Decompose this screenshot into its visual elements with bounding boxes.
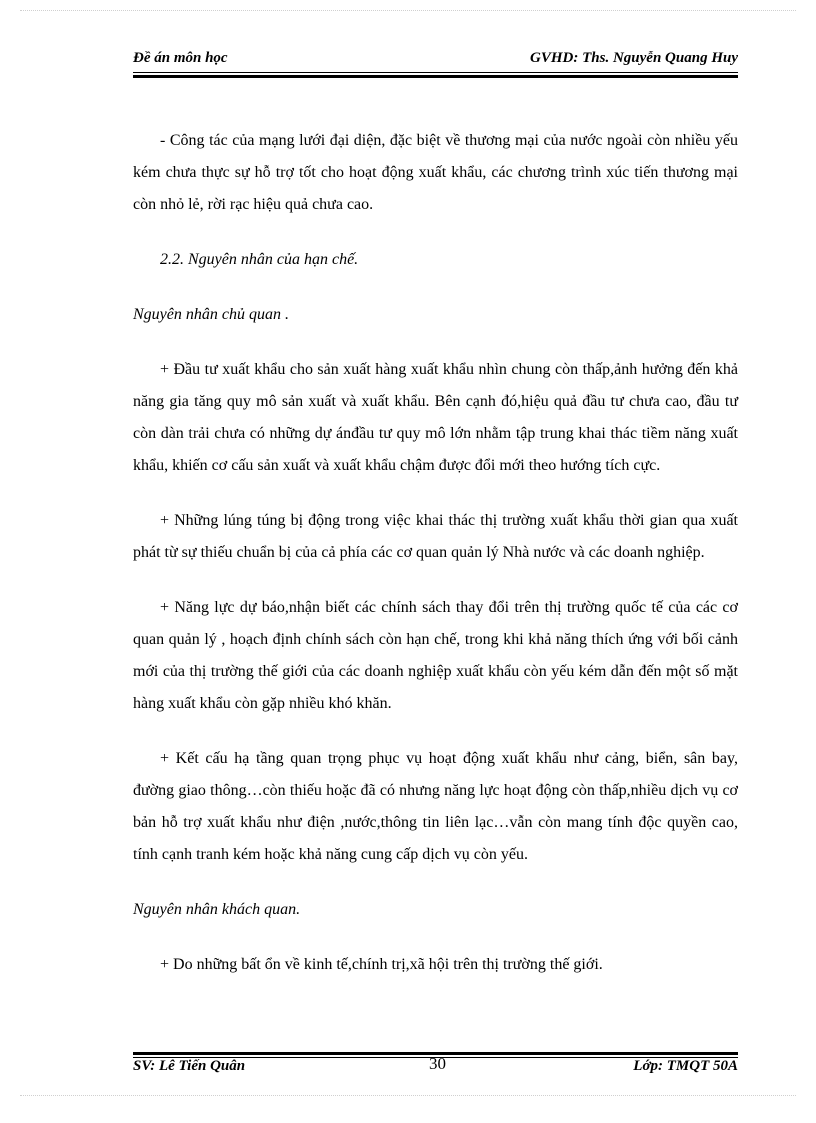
paragraph-export-investment: + Đầu tư xuất khẩu cho sản xuất hàng xuất khẩu nhìn chung còn thấp,ảnh hưởng đến khả năng gia tăng quy mô sản xuất và xuất khẩu. Bên cạnh đó,hiệu quả đầu tư chưa cao, đầu tư còn dàn trải chưa có những dự ánđầu tư quy mô lớn nhằm tập trung khai thác tiềm năng xuất khẩu, khiến cơ cấu sản xuất và xuất khẩu chậm được đổi mới theo hướng tích cực. (133, 361, 738, 474)
header-rule-thick (133, 75, 738, 78)
subheading-objective-causes: Nguyên nhân khách quan. (133, 901, 301, 918)
paragraph-forecast-capacity: + Năng lực dự báo,nhận biết các chính sách thay đổi trên thị trường quốc tế của các cơ quan quản lý , hoạch định chính sách còn hạn chế, trong khi khả năng thích ứng với bối cảnh mới của thị trường thế giới của các doanh nghiệp xuất khẩu còn yếu kém dẫn đến một số mặt hàng xuất khẩu còn gặp nhiều khó khăn. (133, 599, 738, 712)
header-advisor: GVHD: Ths. Nguyễn Quang Huy (530, 50, 738, 66)
page-header (133, 48, 738, 70)
section-heading: 2.2. Nguyên nhân của hạn chế. (160, 251, 359, 268)
page-bottom-dotted-border (20, 1095, 796, 1096)
paragraph-trade-network: - Công tác của mạng lưới đại diện, đặc biệt về thương mại của nước ngoài còn nhiều yếu kém chưa thực sự hỗ trợ tốt cho hoạt động xuất khẩu, các chương trình xúc tiến thương mại còn nhỏ lẻ, rời rạc hiệu quả chưa cao. (133, 132, 738, 213)
document-body (133, 125, 738, 1004)
page-number: 30 (429, 1054, 446, 1073)
paragraph-world-instability: + Do những bất ổn về kinh tế,chính trị,xã hội trên thị trường thế giới. (160, 956, 603, 973)
paragraph-market-passivity: + Những lúng túng bị động trong việc khai thác thị trường xuất khẩu thời gian qua xuất phát từ sự thiếu chuẩn bị của cả phía các cơ quan quản lý Nhà nước và các doanh nghiệp. (133, 512, 738, 561)
page-footer (133, 1054, 738, 1080)
footer-student: SV: Lê Tiến Quân (133, 1058, 246, 1074)
header-rule-thin (133, 72, 738, 73)
header-course-title: Đề án môn học (133, 50, 228, 66)
page-top-dotted-border (20, 10, 796, 11)
paragraph-infrastructure: + Kết cấu hạ tầng quan trọng phục vụ hoạt động xuất khẩu như cảng, biển, sân bay, đường giao thông…còn thiếu hoặc đã có nhưng năng lực hoạt động còn thấp,nhiều dịch vụ cơ bản hỗ trợ xuất khẩu như điện ,nước,thông tin liên lạc…vẫn còn mang tính độc quyền cao, tính cạnh tranh kém hoặc khả năng cung cấp dịch vụ còn yếu. (133, 750, 738, 863)
subheading-subjective-causes: Nguyên nhân chủ quan . (133, 306, 289, 323)
footer-class: Lớp: TMQT 50A (633, 1058, 738, 1074)
